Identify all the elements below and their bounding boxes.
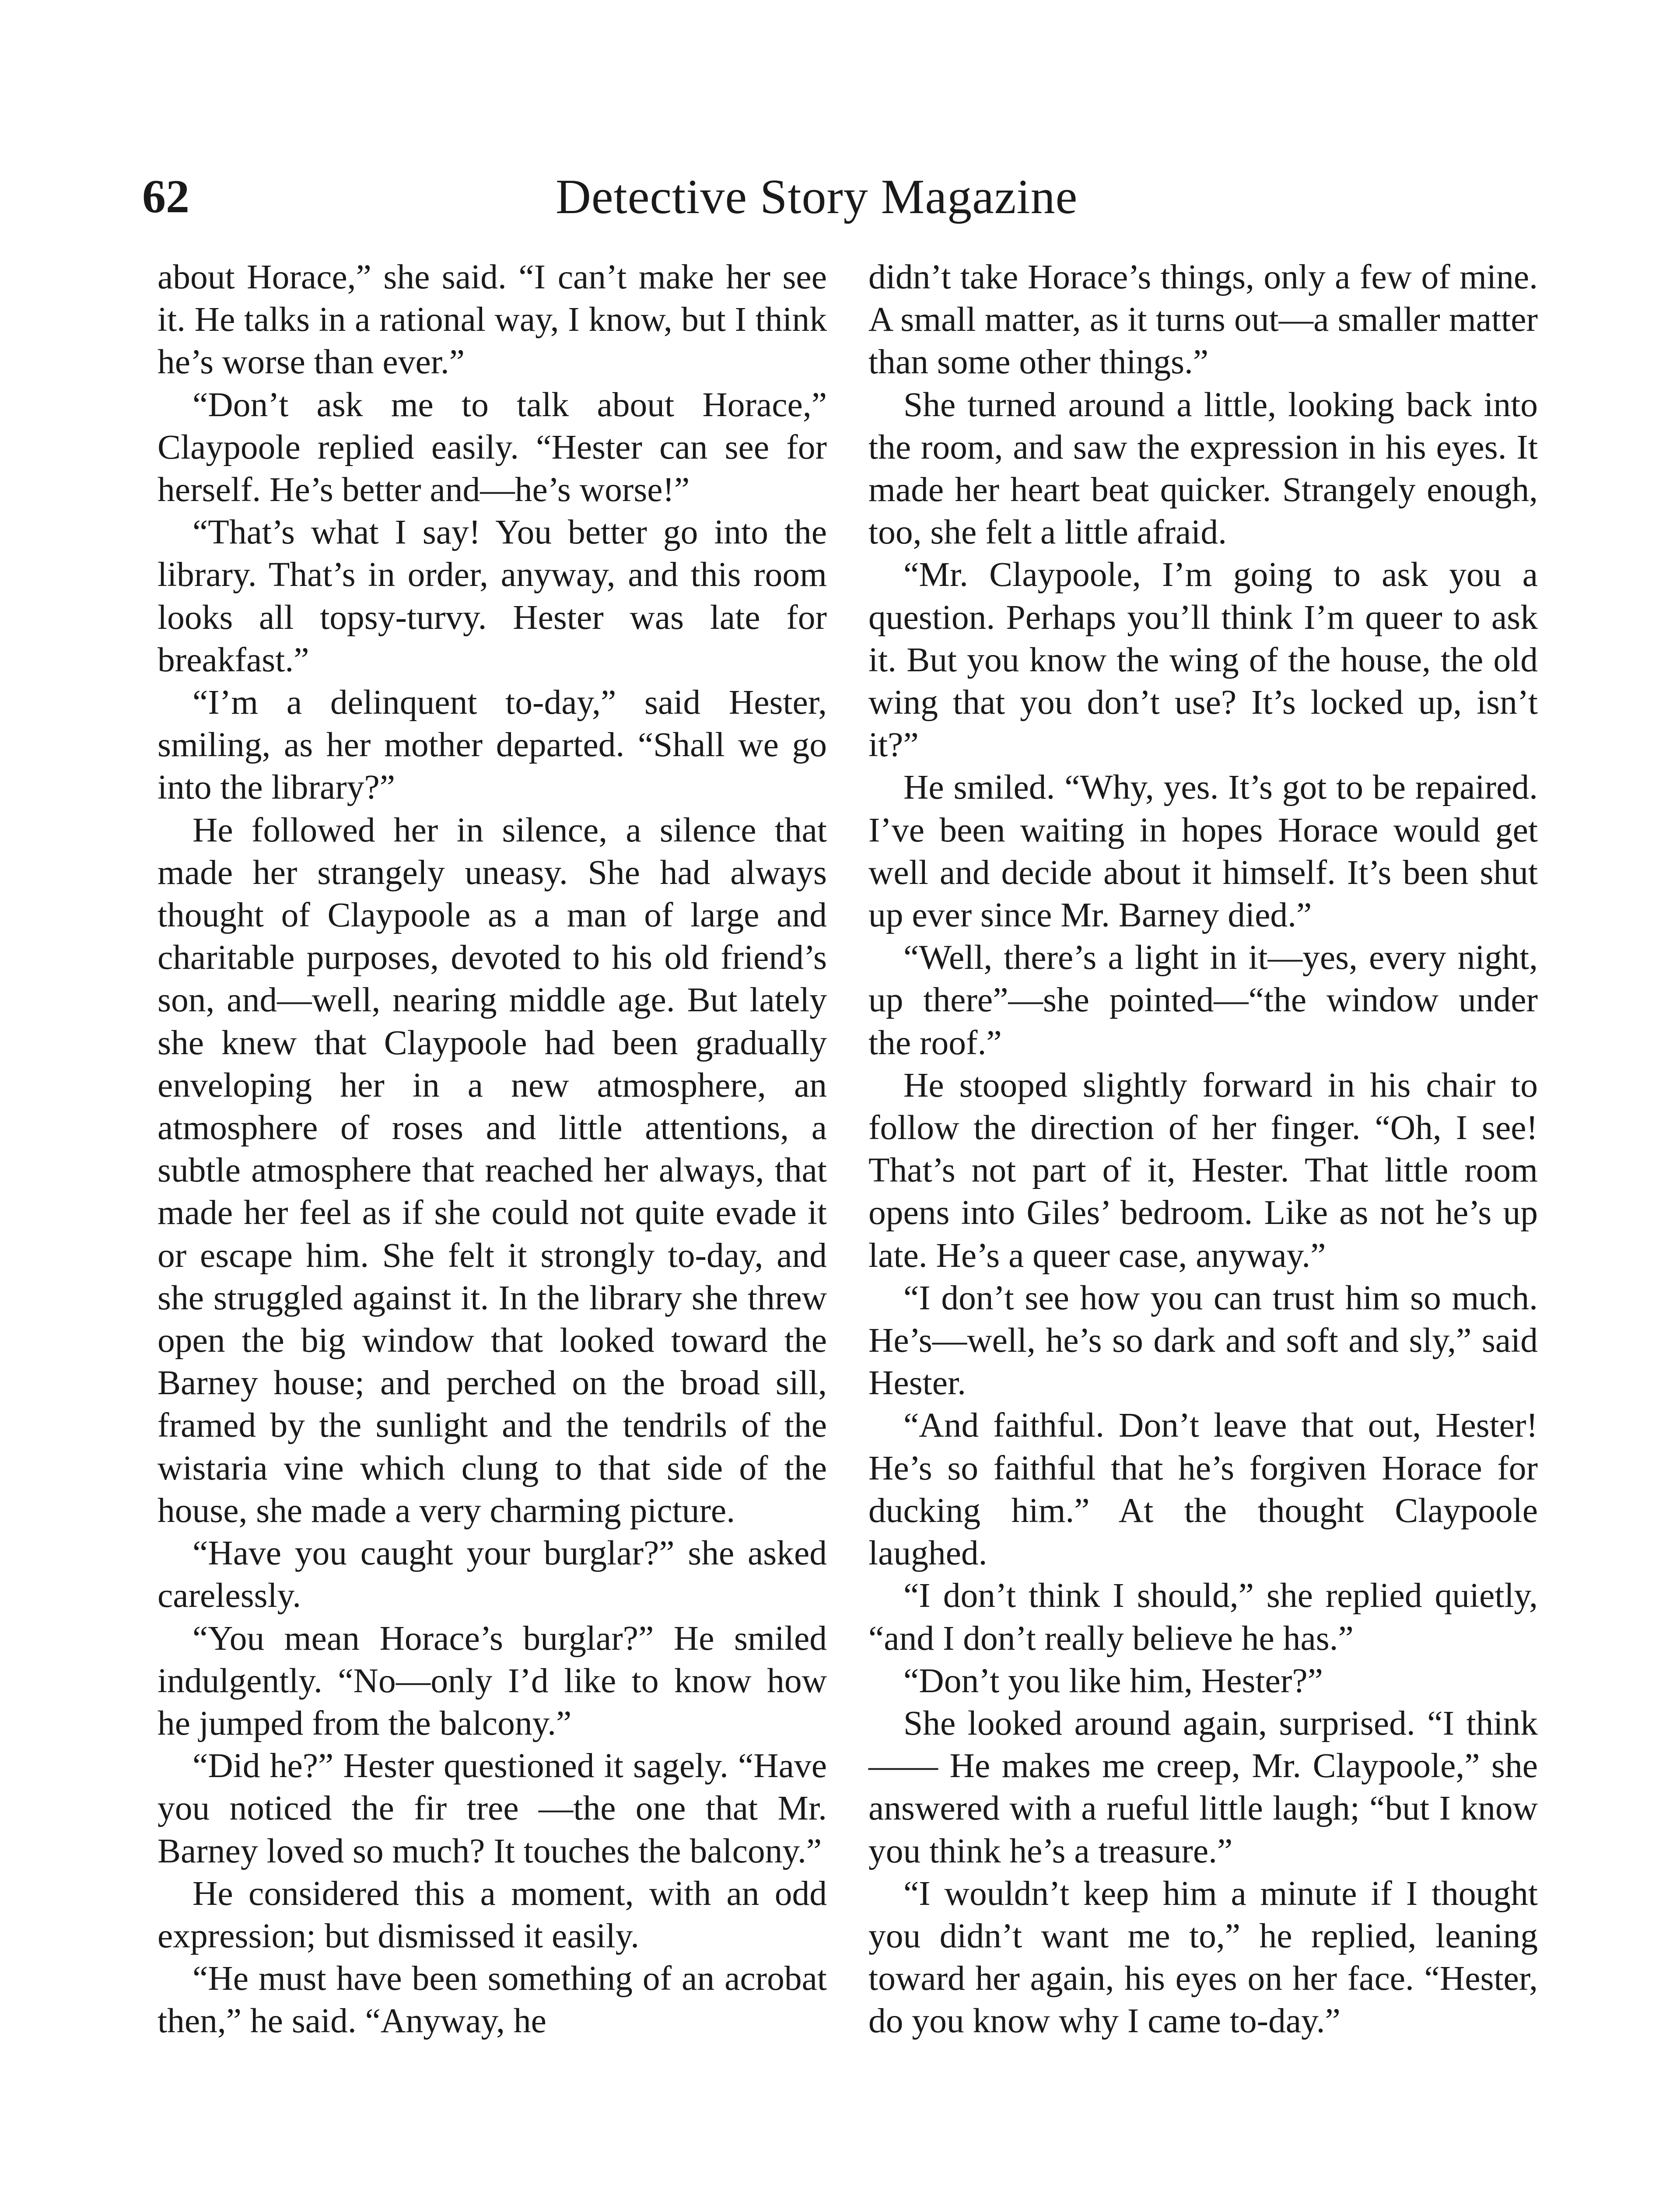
running-title: Detective Story Magazine <box>556 170 1078 224</box>
paragraph: “Well, there’s a light in it—yes, every night, up there”—she pointed—“the window under the roof.” <box>868 938 1538 1062</box>
paragraph: “Don’t you like him, Hester?” <box>903 1661 1323 1700</box>
paragraph: “That’s what I say! You better go into the library. That’s in order, anyway, and this room looks all topsy-turvy. Hester was late for breakfast.” <box>158 513 827 679</box>
paragraph: “I’m a delinquent to-day,” said Hester, smiling, as her mother departed. “Shall we go into the library?” <box>158 683 827 807</box>
paragraph: “Have you caught your burglar?” she asked carelessly. <box>158 1534 827 1615</box>
paragraph: “Mr. Claypoole, I’m going to ask you a question. Perhaps you’ll think I’m queer to ask it. But you know the wing of the house, the old wing that you don’t use? It’s locked up, isn’t it?” <box>868 555 1538 764</box>
paragraph: didn’t take Horace’s things, only a few of mine. A small matter, as it turns out—a smaller matter than some other things.” <box>868 258 1538 382</box>
left-column <box>158 256 827 2043</box>
paragraph: “I don’t think I should,” she replied quietly, “and I don’t really believe he has.” <box>868 1576 1538 1658</box>
paragraph: He considered this a moment, with an odd expression; but dismissed it easily. <box>158 1874 827 1955</box>
page-number: 62 <box>142 171 189 223</box>
paragraph: about Horace,” she said. “I can’t make her see it. He talks in a rational way, I know, but I think he’s worse than ever.” <box>158 258 827 382</box>
paragraph: She turned around a little, looking back into the room, and saw the expression in his eyes. It made her heart beat quicker. Strangely enough, too, she felt a little afraid. <box>868 385 1538 552</box>
paragraph: “You mean Horace’s burglar?” He smiled indulgently. “No—only I’d like to know how he jumped from the balcony.” <box>158 1619 827 1743</box>
paragraph: “He must have been something of an acrobat then,” he said. “Anyway, he <box>158 1959 827 2041</box>
paragraph: She looked around again, surprised. “I think—— He makes me creep, Mr. Claypoole,” she answered with a rueful little laugh; “but I know you think he’s a treasure.” <box>868 1704 1538 1870</box>
paragraph: He smiled. “Why, yes. It’s got to be repaired. I’ve been waiting in hopes Horace would get well and decide about it himself. It’s been shut up ever since Mr. Barney died.” <box>868 768 1538 935</box>
right-column <box>868 256 1538 2043</box>
paragraph: “Don’t ask me to talk about Horace,” Claypoole replied easily. “Hester can see for herself. He’s better and—he’s worse!” <box>158 385 827 509</box>
paragraph: “I wouldn’t keep him a minute if I thought you didn’t want me to,” he replied, leaning toward her again, his eyes on her face. “Hester, do you know why I came to-day.” <box>868 1874 1538 2041</box>
paragraph: “I don’t see how you can trust him so much. He’s—well, he’s so dark and soft and sly,” said Hester. <box>868 1278 1538 1403</box>
paragraph: “Did he?” Hester questioned it sagely. “Have you noticed the fir tree —the one that Mr. Barney loved so much? It touches the balcony.” <box>158 1746 827 1870</box>
paragraph: “And faithful. Don’t leave that out, Hester! He’s so faithful that he’s forgiven Horace for ducking him.” At the thought Claypoole laughed. <box>868 1406 1538 1573</box>
page-header <box>0 166 1680 236</box>
paragraph: He followed her in silence, a silence that made her strangely uneasy. She had always thought of Claypoole as a man of large and charitable purposes, devoted to his old friend’s son, and—well, nearing middle age. But lately she knew that Claypoole had been gradually enveloping her in a new atmosphere, an atmosphere of roses and little attentions, a subtle atmosphere that reached her always, that made her feel as if she could not quite evade it or escape him. She felt it strongly to-day, and she struggled against it. In the library she threw open the big window that looked toward the Barney house; and perched on the broad sill, framed by the sunlight and the tendrils of the wistaria vine which clung to that side of the house, she made a very charming picture. <box>158 810 827 1530</box>
paragraph: He stooped slightly forward in his chair to follow the direction of her finger. “Oh, I see! That’s not part of it, Hester. That little room opens into Giles’ bedroom. Like as not he’s up late. He’s a queer case, anyway.” <box>868 1066 1538 1275</box>
